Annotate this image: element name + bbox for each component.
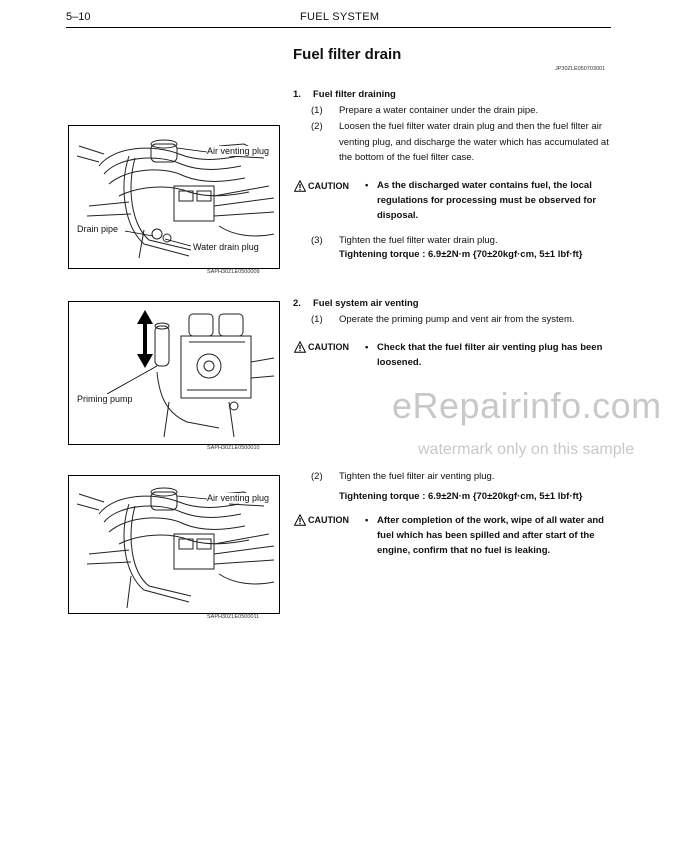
s2-step2	[311, 469, 611, 485]
section1-number: 1.	[293, 89, 301, 100]
s1-step3	[311, 233, 611, 249]
s2-step1	[311, 312, 611, 328]
section-title: FUEL SYSTEM	[300, 11, 380, 23]
figure-code: SAPH30ZLE0500010	[207, 445, 260, 451]
s1-step3-num: (3)	[311, 235, 323, 246]
s1-step2	[311, 119, 611, 167]
caution-text	[365, 513, 605, 561]
s2-step1-num: (1)	[311, 314, 323, 325]
caution-message: Check that the fuel filter air venting plug has been loosened.	[377, 342, 603, 368]
torque-spec: Tightening torque : 6.9±2N·m {70±20kgf·cm, 5±1 lbf·ft}	[339, 491, 583, 502]
caution-text	[365, 178, 605, 226]
figure-air-venting	[68, 475, 280, 614]
torque-spec: Tightening torque : 6.9±2N·m {70±20kgf·cm, 5±1 lbf·ft}	[339, 249, 583, 260]
pump-illustration	[69, 302, 279, 444]
section2-number: 2.	[293, 298, 301, 309]
figure-code: SAPH30ZLE0500011	[207, 614, 260, 620]
s1-step2-num: (2)	[311, 121, 323, 132]
callout-priming-pump: Priming pump	[77, 394, 133, 404]
s1-step1	[311, 103, 611, 119]
figure-code: SAPH30ZLE0500009	[207, 269, 260, 275]
watermark-text: eRepairinfo.com	[392, 385, 662, 426]
callout-drain-pipe: Drain pipe	[77, 224, 119, 234]
caution-label: CAUTION	[308, 181, 349, 191]
s1-step3-text: Tighten the fuel filter water drain plug.	[339, 235, 498, 246]
watermark-subtext: watermark only on this sample	[418, 441, 635, 458]
figure-priming-pump	[68, 301, 280, 445]
caution-message: After completion of the work, wipe of all water and fuel which has been spilled and after start of the engine, confirm that no fuel is leaking.	[377, 515, 604, 556]
caution-text	[365, 340, 605, 372]
caution-bullet: •	[365, 180, 369, 191]
caution-bullet: •	[365, 342, 369, 353]
s2-step1-text: Operate the priming pump and vent air from the system.	[339, 314, 575, 325]
page-number: 5–10	[66, 11, 91, 23]
caution-label: CAUTION	[308, 342, 349, 352]
s2-step2-num: (2)	[311, 471, 323, 482]
s1-step1-text: Prepare a water container under the drain pipe.	[339, 105, 539, 116]
s2-step2-text: Tighten the fuel filter air venting plug.	[339, 471, 495, 482]
warning-icon	[294, 180, 306, 192]
section2-heading	[293, 298, 419, 309]
document-id: JP30ZLE050703001	[555, 66, 606, 72]
warning-icon	[294, 341, 306, 353]
s1-step1-num: (1)	[311, 105, 323, 116]
caution-label: CAUTION	[308, 515, 349, 525]
callout-air-venting-plug: Air venting plug	[207, 493, 270, 503]
callout-water-drain-plug: Water drain plug	[193, 242, 259, 252]
warning-icon	[294, 514, 306, 526]
section2-heading-text: Fuel system air venting	[313, 298, 419, 309]
section1-heading-text: Fuel filter draining	[313, 89, 396, 100]
page-title: Fuel filter drain	[293, 46, 402, 63]
figure-fuel-filter-drain	[68, 125, 280, 269]
caution-bullet: •	[365, 515, 369, 526]
header-rule	[66, 27, 611, 28]
section1-heading	[293, 89, 396, 100]
s1-step2-text: Loosen the fuel filter water drain plug and then the fuel filter air venting plug, and discharge the water which has accumulated at the bottom of the fuel filter case.	[339, 121, 609, 163]
caution-message: As the discharged water contains fuel, the local regulations for processing must be observed for disposal.	[377, 180, 597, 221]
callout-air-venting-plug: Air venting plug	[207, 146, 270, 156]
